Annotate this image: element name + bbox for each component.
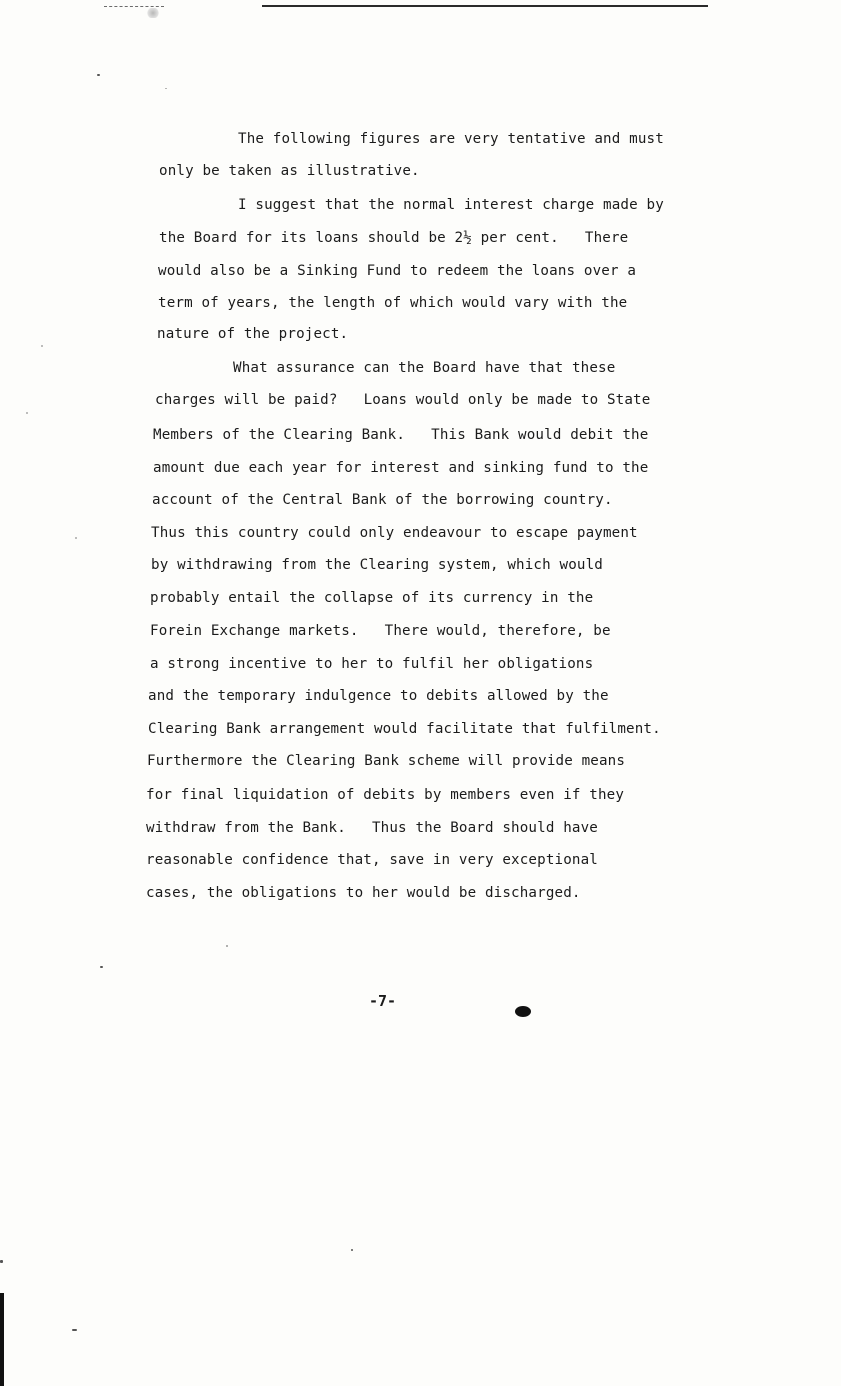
text-line: nature of the project. bbox=[157, 326, 349, 342]
scan-speck bbox=[351, 1249, 353, 1251]
page-number: -7- bbox=[369, 992, 397, 1010]
scan-speck bbox=[97, 74, 100, 76]
text-line: What assurance can the Board have that these bbox=[233, 360, 616, 376]
text-line: would also be a Sinking Fund to redeem the loans over a bbox=[158, 263, 637, 279]
text-line: charges will be paid? Loans would only be made to State bbox=[155, 392, 651, 408]
text-line: a strong incentive to her to fulfil her obligations bbox=[150, 656, 594, 672]
text-line: The following figures are very tentative and must bbox=[238, 131, 664, 147]
text-line: by withdrawing from the Clearing system, which would bbox=[151, 557, 603, 573]
text-line: I suggest that the normal interest charge made by bbox=[238, 197, 664, 213]
scan-speck bbox=[100, 966, 103, 968]
scan-speck bbox=[0, 1260, 3, 1263]
text-line: probably entail the collapse of its currency in the bbox=[150, 590, 594, 606]
text-line: Members of the Clearing Bank. This Bank would debit the bbox=[153, 427, 649, 443]
scan-speck bbox=[72, 1329, 77, 1331]
scan-speck bbox=[165, 88, 167, 89]
scan-speck bbox=[41, 345, 43, 347]
text-line: reasonable confidence that, save in very exceptional bbox=[146, 852, 598, 868]
text-line: term of years, the length of which would vary with the bbox=[158, 295, 628, 311]
text-line: account of the Central Bank of the borrowing country. bbox=[152, 492, 613, 508]
top-rule bbox=[262, 5, 708, 7]
scan-speck bbox=[26, 412, 28, 414]
text-line: cases, the obligations to her would be discharged. bbox=[146, 885, 581, 901]
top-margin-smudge bbox=[146, 8, 160, 18]
text-line: amount due each year for interest and sinking fund to the bbox=[153, 460, 649, 476]
text-line: withdraw from the Bank. Thus the Board should have bbox=[146, 820, 598, 836]
text-line: for final liquidation of debits by members even if they bbox=[146, 787, 625, 803]
text-line: Forein Exchange markets. There would, therefore, be bbox=[150, 623, 611, 639]
text-line: Clearing Bank arrangement would facilitate that fulfilment. bbox=[148, 721, 661, 737]
text-line: only be taken as illustrative. bbox=[159, 163, 420, 179]
text-line: and the temporary indulgence to debits allowed by the bbox=[148, 688, 609, 704]
text-line: Thus this country could only endeavour to escape payment bbox=[151, 525, 638, 541]
text-line: Furthermore the Clearing Bank scheme will provide means bbox=[147, 753, 626, 769]
scan-edge-bar bbox=[0, 1293, 4, 1386]
scan-speck bbox=[226, 945, 228, 947]
scan-speck bbox=[75, 537, 77, 539]
text-line: the Board for its loans should be 2½ per cent. There bbox=[159, 230, 629, 246]
ink-blot bbox=[515, 1006, 531, 1017]
